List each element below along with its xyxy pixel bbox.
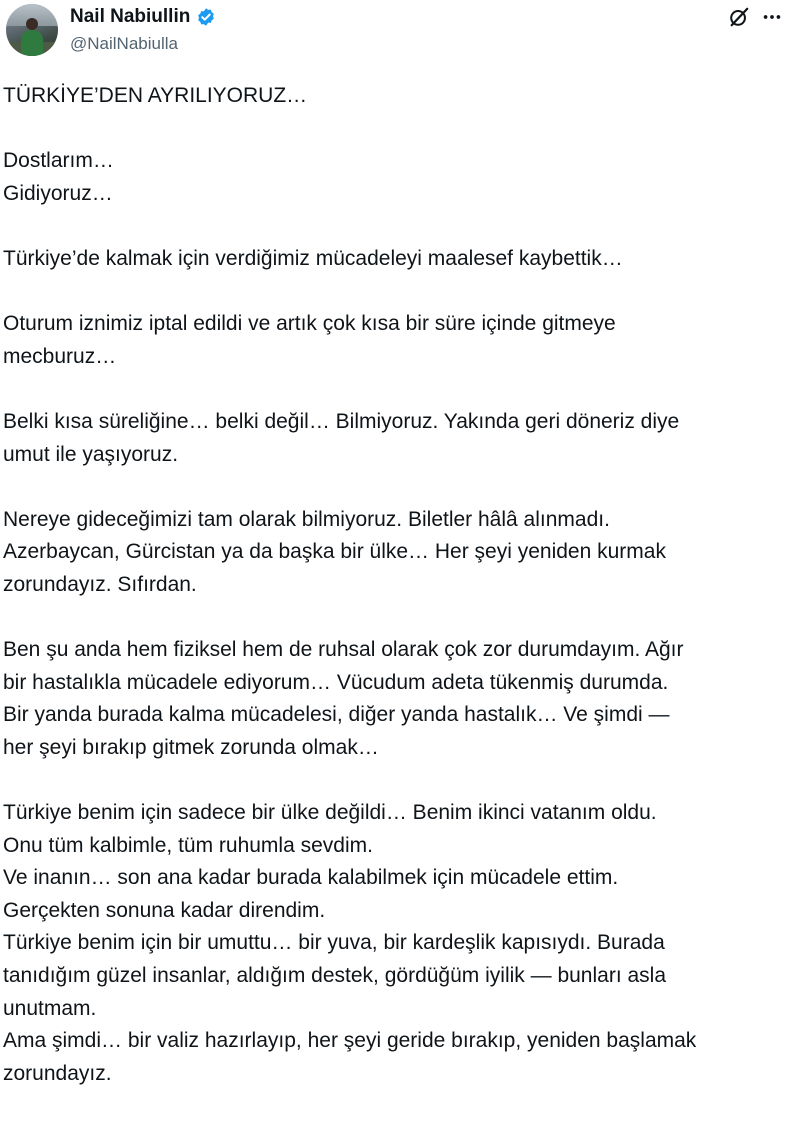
- verified-badge-icon: [196, 7, 216, 27]
- avatar-person-body: [21, 30, 43, 56]
- post-text-line: Türkiye benim için sadece bir ülke değildi… Benim ikinci vatanım oldu.: [3, 801, 657, 825]
- post-paragraph: [3, 308, 795, 373]
- post-text-line: Ve inanın… son ana kadar burada kalabilmek için mücadele ettim.: [3, 866, 619, 890]
- post-text-line: zorundayız.: [3, 1061, 112, 1085]
- post-text-line: Belki kısa süreliğine… belki değil… Bilmiyoruz. Yakında geri döneriz diye: [3, 409, 680, 433]
- post-text-line: Oturum iznimiz iptal edildi ve artık çok kısa bir süre içinde gitmeye: [3, 312, 616, 336]
- post-paragraph: [3, 243, 795, 276]
- post-body-text: [3, 80, 795, 1123]
- avatar[interactable]: [6, 4, 58, 56]
- post-text-line: Bir yanda burada kalma mücadelesi, diğer yanda hastalık… Ve şimdi —: [3, 703, 670, 727]
- post-text-line: umut ile yaşıyoruz.: [3, 442, 179, 466]
- avatar-person-head: [26, 18, 38, 30]
- post-text-line: Onu tüm kalbimle, tüm ruhumla sevdim.: [3, 833, 373, 857]
- post-paragraph: [3, 80, 795, 113]
- grok-icon[interactable]: [728, 6, 750, 28]
- post-text-line: mecburuz…: [3, 344, 117, 368]
- post-paragraph: [3, 145, 795, 210]
- post-text-line: tanıdığım güzel insanlar, aldığım destek, gördüğüm iyilik — bunları asla: [3, 964, 667, 988]
- author-handle[interactable]: @NailNabiulla: [70, 34, 178, 53]
- post-text-line: Gerçekten sonuna kadar direndim.: [3, 898, 326, 922]
- more-icon[interactable]: [760, 6, 784, 28]
- post-text-line: Ama şimdi… bir valiz hazırlayıp, her şeyi geride bırakıp, yeniden başlamak: [3, 1029, 697, 1053]
- post-text-line: Ben şu anda hem fiziksel hem de ruhsal olarak çok zor durumdayım. Ağır: [3, 638, 684, 662]
- post-text-line: Dostlarım…: [3, 149, 114, 173]
- post-text-line: Azerbaycan, Gürcistan ya da başka bir ülke… Her şeyi yeniden kurmak: [3, 540, 666, 564]
- post-text-line: her şeyi bırakıp gitmek zorunda olmak…: [3, 735, 379, 759]
- post-text-line: bir hastalıkla mücadele ediyorum… Vücudum adeta tükenmiş durumda.: [3, 670, 669, 694]
- post-text-line: Gidiyoruz…: [3, 181, 113, 205]
- post-text-line: Nereye gideceğimizi tam olarak bilmiyoruz. Biletler hâlâ alınmadı.: [3, 507, 610, 531]
- author-name-row: [70, 5, 216, 29]
- post-header: [0, 0, 800, 66]
- post-text-line: Türkiye benim için bir umuttu… bir yuva, bir kardeşlik kapısıydı. Burada: [3, 931, 665, 955]
- post-paragraph: [3, 634, 795, 764]
- post-text-line: Türkiye’de kalmak için verdiğimiz mücadeleyi maalesef kaybettik…: [3, 246, 623, 270]
- post-paragraph: [3, 504, 795, 602]
- author-display-name[interactable]: Nail Nabiullin: [70, 6, 191, 27]
- post-paragraph: [3, 406, 795, 471]
- post-text-line: TÜRKİYE’DEN AYRILIYORUZ…: [3, 84, 308, 107]
- post-text-line: unutmam.: [3, 996, 97, 1020]
- post-paragraph: [3, 797, 795, 1090]
- post-text-line: zorundayız. Sıfırdan.: [3, 572, 197, 596]
